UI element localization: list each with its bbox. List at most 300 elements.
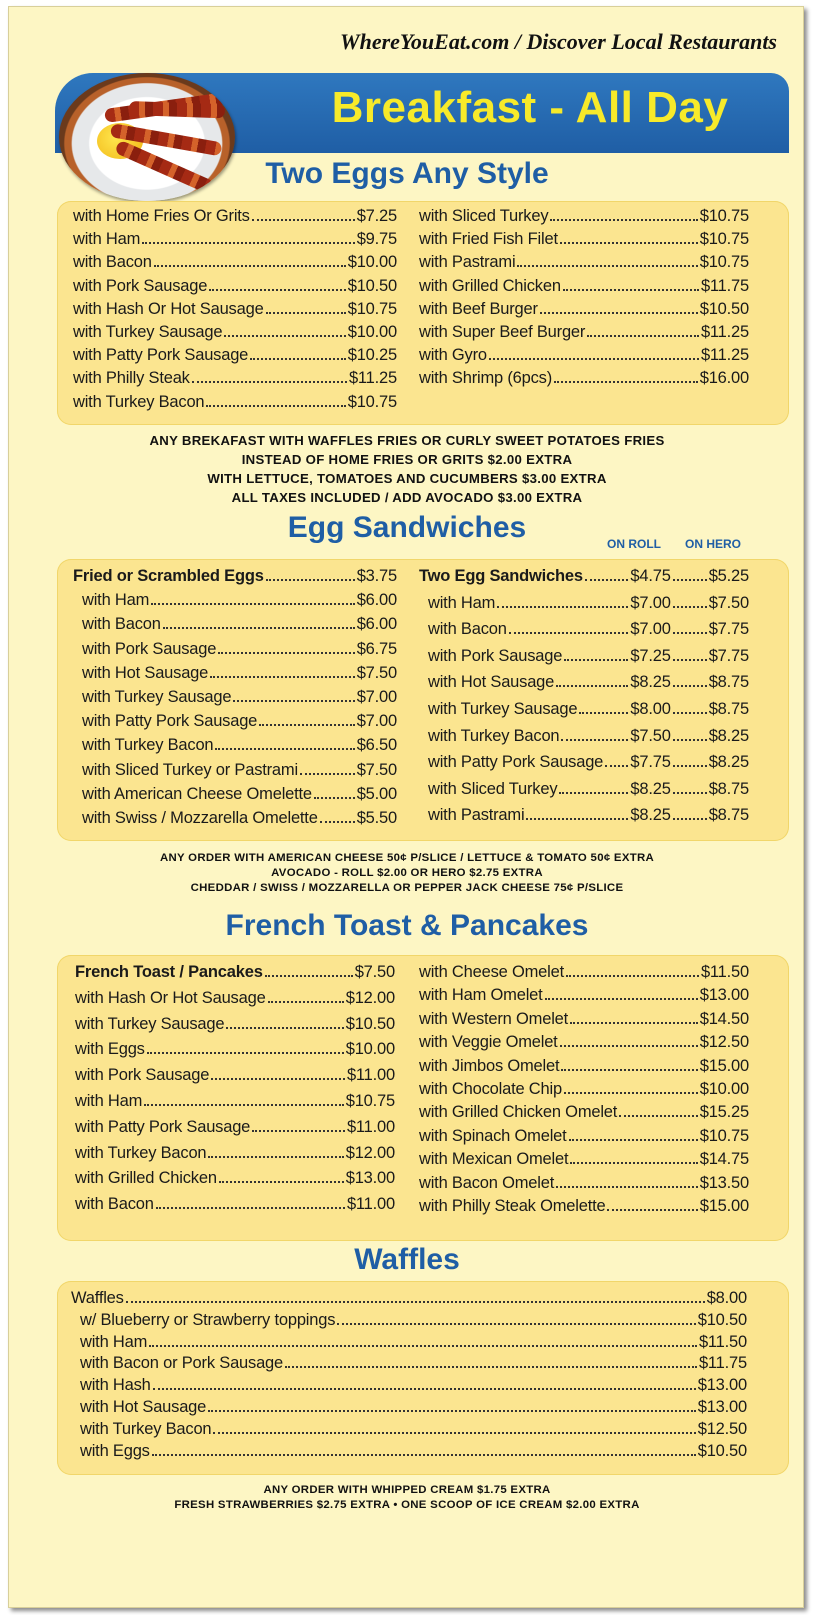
menu-item-price: $14.50 [699, 1009, 749, 1028]
menu-item-price-roll: $7.75 [630, 753, 671, 772]
dot-leader [252, 1130, 345, 1132]
dot-leader [673, 579, 707, 581]
section-title-waffles: Waffles [354, 1243, 460, 1276]
menu-item-price: $11.00 [346, 1117, 395, 1136]
menu-item-name: with Western Omelet [419, 1009, 569, 1028]
menu-item-row [73, 207, 397, 230]
menu-item-price: $11.00 [346, 1066, 395, 1085]
menu-item-row [73, 323, 397, 346]
dot-leader [210, 676, 355, 678]
menu-item-price: $6.00 [356, 615, 397, 634]
menu-item-name: with Veggie Omelet [419, 1033, 558, 1052]
dot-leader [673, 712, 707, 714]
menu-item-row [73, 567, 397, 591]
menu-item-row [73, 346, 397, 369]
dot-leader [563, 289, 699, 291]
menu-note-line: ALL TAXES INCLUDED / ADD AVOCADO $3.00 EXTRA [231, 490, 583, 505]
menu-item-name: with Turkey Sausage [73, 322, 223, 341]
menu-item-price-hero: $8.75 [708, 779, 749, 798]
dot-leader [559, 792, 628, 794]
menu-note-line: FRESH STRAWBERRIES $2.75 EXTRA • ONE SCOOP OF ICE CREAM $2.00 EXTRA [174, 1499, 640, 1511]
menu-item-name: with Bacon [75, 1195, 154, 1214]
menu-item-price: $9.75 [356, 230, 397, 249]
menu-item-name: with Hot Sausage [82, 663, 209, 682]
menu-item-row [75, 1066, 395, 1092]
dot-leader [265, 975, 353, 977]
menu-item-price-hero: $8.75 [708, 673, 749, 692]
menu-item-price: $10.50 [699, 299, 749, 318]
menu-item-price: $15.00 [699, 1196, 749, 1215]
menu-item-row [75, 963, 395, 989]
menu-item-row [73, 277, 397, 300]
menu-item-price: $10.00 [347, 253, 397, 272]
menu-item-name: with Hot Sausage [80, 1397, 207, 1416]
dot-leader [211, 1078, 345, 1080]
menu-item-row [419, 727, 749, 754]
menu-item-row [75, 1118, 395, 1144]
menu-item-name: with Patty Pork Sausage [82, 712, 258, 731]
menu-item-row [75, 1040, 395, 1066]
menu-item-row [73, 253, 397, 276]
dot-leader [560, 242, 698, 244]
dot-leader [218, 652, 355, 654]
menu-item-name: with Turkey Bacon [73, 392, 205, 411]
menu-item-price: $6.50 [356, 736, 397, 755]
banner-title: Breakfast - All Day [331, 83, 729, 132]
menu-item-row [75, 1092, 395, 1118]
menu-item-row [73, 736, 397, 760]
site-title: WhereYouEat.com / Discover Local Restaurants [340, 29, 777, 54]
dot-leader [673, 606, 707, 608]
menu-item-name: with Turkey Bacon [82, 736, 214, 755]
menu-item-name: with Pork Sausage [73, 276, 208, 295]
dot-leader [564, 659, 628, 661]
menu-item-price: $11.50 [700, 963, 749, 981]
menu-item-name: with Sliced Turkey [419, 207, 549, 225]
dot-leader [509, 632, 629, 634]
menu-item-row [419, 1080, 749, 1103]
menu-item-row [419, 1127, 749, 1150]
menu-item-row [73, 761, 397, 785]
menu-item-name: with Patty Pork Sausage [75, 1117, 251, 1136]
waffles-list [71, 1289, 747, 1463]
menu-item-row [419, 700, 749, 727]
dot-leader [147, 1052, 344, 1054]
menu-item-row [75, 1144, 395, 1170]
menu-note-line: WITH LETTUCE, TOMATOES AND CUCUMBERS $3.00 EXTRA [207, 471, 607, 486]
dot-leader [569, 1139, 698, 1141]
menu-item-row [419, 1033, 749, 1056]
menu-item-price-roll: $8.25 [630, 806, 671, 825]
menu-item-price: $12.50 [699, 1033, 749, 1052]
menu-item-name: with Ham Omelet [419, 986, 543, 1005]
menu-item-name: with Gyro [419, 346, 487, 365]
menu-item-name: with Sliced Turkey or Pastrami [82, 760, 298, 779]
menu-item-price: $5.50 [356, 808, 397, 827]
dot-leader [153, 1388, 696, 1390]
menu-item-name: Fried or Scrambled Eggs [73, 567, 264, 585]
dot-leader [142, 242, 355, 244]
dot-leader [526, 818, 628, 820]
menu-item-name: with Grilled Chicken [419, 276, 561, 295]
menu-item-row [73, 809, 397, 833]
menu-item-price-hero: $8.75 [708, 806, 749, 825]
menu-item-price-roll: $7.25 [630, 646, 671, 665]
menu-item-price: $12.00 [345, 1143, 395, 1162]
menu-item-row [419, 323, 749, 346]
menu-item-price: $10.75 [347, 299, 397, 318]
menu-item-price: $10.00 [345, 1040, 395, 1059]
menu-item-price-hero: $7.50 [708, 593, 749, 612]
menu-item-price: $7.00 [356, 687, 397, 706]
menu-item-name: with Cheese Omelet [419, 963, 564, 981]
menu-item-name: with Shrimp (6pcs) [419, 369, 553, 388]
menu-item-row [419, 753, 749, 780]
menu-note-line: AVOCADO - ROLL $2.00 OR HERO $2.75 EXTRA [271, 867, 543, 879]
menu-item-price: $11.75 [700, 276, 749, 295]
menu-item-name: with Pork Sausage [75, 1066, 210, 1085]
menu-item-name: with Swiss / Mozzarella Omelette [82, 808, 318, 827]
dot-leader [152, 1454, 696, 1456]
menu-item-name: with Fried Fish Filet [419, 230, 558, 249]
menu-item-row [419, 207, 749, 230]
menu-item-price: $16.00 [699, 369, 749, 388]
menu-item-row [419, 780, 749, 807]
menu-item-name: with Ham [428, 593, 496, 612]
dot-leader [154, 265, 346, 267]
section-title-two-eggs: Two Eggs Any Style [265, 157, 549, 190]
dot-leader [337, 1323, 695, 1325]
menu-item-name: with Eggs [80, 1441, 150, 1460]
menu-item-name: with Hot Sausage [428, 673, 555, 692]
menu-note-line: ANY ORDER WITH WHIPPED CREAM $1.75 EXTRA [263, 1484, 551, 1496]
menu-note-line: ANY BREKAFAST WITH WAFFLES FRIES OR CURLY SWEET POTATOES FRIES [149, 433, 665, 448]
menu-item-name: Waffles [71, 1289, 124, 1307]
menu-note-line: INSTEAD OF HOME FRIES OR GRITS $2.00 EXTRA [241, 452, 573, 467]
menu-item-name: with Turkey Bacon [428, 726, 560, 745]
menu-item-price: $10.75 [699, 230, 749, 249]
menu-item-price: $12.50 [697, 1419, 747, 1438]
menu-item-price: $11.75 [698, 1354, 747, 1373]
egg-sandwiches-right-column [419, 567, 749, 833]
egg-sandwiches-box [57, 559, 789, 841]
menu-item-name: with Turkey Bacon [80, 1419, 212, 1438]
menu-item-name: with Turkey Sausage [75, 1014, 225, 1033]
dot-leader [556, 685, 628, 687]
dot-leader [224, 335, 345, 337]
menu-item-name: with Pastrami [419, 253, 516, 272]
menu-item-name: with Bacon [82, 615, 161, 634]
menu-item-row [73, 615, 397, 639]
waffles-box [57, 1281, 789, 1475]
menu-item-name: with Super Beef Burger [419, 322, 586, 341]
dot-leader [259, 724, 355, 726]
menu-item-row [75, 1015, 395, 1041]
dot-leader [673, 792, 707, 794]
dot-leader [560, 1045, 698, 1047]
menu-item-row [75, 1195, 395, 1221]
menu-item-price: $10.25 [347, 346, 397, 365]
menu-item-price-roll: $7.00 [630, 593, 671, 612]
dot-leader [619, 1115, 698, 1117]
menu-item-name: with Ham [75, 1091, 143, 1110]
menu-item-row [73, 712, 397, 736]
menu-item-name: with Turkey Bacon [75, 1143, 207, 1162]
menu-item-row [419, 594, 749, 621]
dot-leader [673, 739, 707, 741]
menu-item-row [419, 673, 749, 700]
menu-item-name: with Grilled Chicken [75, 1169, 217, 1188]
two-eggs-box [57, 201, 789, 425]
menu-item-name: with Hash [80, 1376, 151, 1395]
menu-item-name: with Jimbos Omelet [419, 1056, 560, 1075]
menu-item-row [75, 989, 395, 1015]
on-hero-header: ON HERO [685, 537, 742, 551]
menu-item-price: $7.50 [354, 963, 395, 981]
menu-item-price: $10.50 [697, 1441, 747, 1460]
dot-leader [540, 312, 698, 314]
menu-item-name: with Bacon [428, 620, 507, 639]
menu-item-price: $10.00 [347, 322, 397, 341]
menu-item-row [419, 986, 749, 1009]
menu-item-row [73, 393, 397, 416]
dot-leader [219, 1181, 344, 1183]
menu-item-price: $3.75 [356, 567, 397, 585]
menu-item-row [419, 1174, 749, 1197]
menu-item-price: $12.00 [345, 988, 395, 1007]
dot-leader [206, 405, 345, 407]
menu-item-price-hero: $7.75 [708, 620, 749, 639]
dot-leader [561, 1069, 697, 1071]
menu-item-price: $15.00 [699, 1056, 749, 1075]
menu-item-price-hero: $5.25 [708, 567, 749, 585]
menu-item-name: with Ham [82, 591, 150, 610]
menu-item-name: with Philly Steak [73, 369, 190, 388]
menu-item-row [73, 688, 397, 712]
dot-leader [226, 1027, 343, 1029]
dot-leader [561, 739, 628, 741]
menu-item-row [419, 253, 749, 276]
menu-item-row [419, 620, 749, 647]
french-toast-box [57, 955, 789, 1241]
menu-item-price: $10.75 [347, 392, 397, 411]
dot-leader [233, 700, 354, 702]
dot-leader [250, 358, 346, 360]
menu-item-price-hero: $7.75 [708, 646, 749, 665]
menu-item-price: $10.75 [699, 207, 749, 225]
menu-item-price: $13.00 [697, 1376, 747, 1395]
egg-sandwiches-left-column [73, 567, 397, 833]
menu-item-price-roll: $4.75 [630, 567, 671, 585]
menu-item-name: with Pastrami [428, 806, 525, 825]
menu-item-row [419, 1197, 749, 1220]
dot-leader [320, 821, 355, 823]
menu-item-price: $7.00 [356, 712, 397, 731]
menu-item-price: $6.75 [356, 639, 397, 658]
menu-item-row [419, 963, 749, 986]
menu-item-row [71, 1442, 747, 1464]
menu-item-name: with Hash Or Hot Sausage [75, 988, 266, 1007]
french-toast-left-column [75, 963, 395, 1221]
dot-leader [314, 797, 355, 799]
section-title-egg-sandwiches: Egg Sandwiches [287, 511, 527, 544]
menu-item-price: $11.50 [698, 1332, 747, 1351]
dot-leader [570, 1162, 697, 1164]
menu-item-row [73, 369, 397, 392]
dot-leader [605, 765, 628, 767]
menu-item-price: $10.75 [699, 253, 749, 272]
dot-leader [215, 748, 354, 750]
dot-leader [554, 381, 698, 383]
dot-leader [570, 1022, 698, 1024]
dot-leader [149, 1345, 697, 1347]
menu-item-name: with Spinach Omelet [419, 1126, 567, 1145]
menu-item-row [73, 230, 397, 253]
on-roll-header: ON ROLL [607, 537, 661, 551]
menu-item-name: Two Egg Sandwiches [419, 567, 583, 585]
dot-leader [564, 1092, 698, 1094]
menu-item-name: with Turkey Sausage [428, 699, 578, 718]
menu-item-price: $10.50 [347, 276, 397, 295]
menu-item-price-hero: $8.25 [708, 753, 749, 772]
menu-item-row [75, 1169, 395, 1195]
dot-leader [268, 1001, 344, 1003]
menu-item-price: $5.00 [356, 784, 397, 803]
dot-leader [545, 998, 698, 1000]
two-eggs-right-column [419, 207, 749, 393]
dot-leader [497, 606, 628, 608]
menu-item-row [419, 300, 749, 323]
dot-leader [208, 1410, 696, 1412]
menu-item-row [71, 1311, 747, 1333]
dot-leader [151, 603, 355, 605]
menu-note-line: ANY ORDER WITH AMERICAN CHEESE 50¢ P/SLICE / LETTUCE & TOMATO 50¢ EXTRA [159, 852, 655, 864]
menu-item-row [73, 640, 397, 664]
menu-item-row [419, 369, 749, 392]
menu-item-price: $10.50 [345, 1014, 395, 1033]
menu-item-name: with Ham [73, 230, 141, 249]
menu-item-price: $11.25 [348, 369, 397, 388]
dot-leader [566, 975, 699, 977]
menu-item-row [419, 277, 749, 300]
menu-item-name: with Bacon [73, 253, 152, 272]
menu-item-name: with Sliced Turkey [428, 779, 558, 798]
menu-item-price: $14.75 [699, 1150, 749, 1169]
dot-leader [163, 627, 355, 629]
dot-leader [209, 289, 346, 291]
menu-item-name: with Pork Sausage [82, 639, 217, 658]
menu-item-price: $10.00 [699, 1079, 749, 1098]
dot-leader [300, 773, 355, 775]
menu-item-row [419, 1103, 749, 1126]
dot-leader [587, 335, 699, 337]
menu-item-name: with Grilled Chicken Omelet [419, 1103, 618, 1122]
menu-item-name: with Home Fries Or Grits [73, 207, 250, 225]
menu-item-row [73, 785, 397, 809]
dot-leader [673, 685, 707, 687]
menu-item-row [71, 1420, 747, 1442]
dot-leader [517, 265, 697, 267]
dot-leader [156, 1207, 345, 1209]
dot-leader [673, 659, 707, 661]
dot-leader [285, 1366, 697, 1368]
menu-item-name: w/ Blueberry or Strawberry toppings [80, 1310, 336, 1329]
menu-item-price-hero: $8.25 [708, 726, 749, 745]
dot-leader [266, 312, 346, 314]
menu-item-price-roll: $8.25 [630, 779, 671, 798]
menu-item-name: with Chocolate Chip [419, 1079, 562, 1098]
dot-leader [673, 632, 707, 634]
dot-leader [489, 358, 699, 360]
menu-item-price-roll: $7.00 [630, 620, 671, 639]
menu-item-price: $13.00 [345, 1169, 395, 1188]
dot-leader [585, 579, 629, 581]
menu-item-row [71, 1354, 747, 1376]
dot-leader [673, 818, 707, 820]
menu-item-price: $10.50 [697, 1310, 747, 1329]
menu-item-price-roll: $8.00 [630, 699, 671, 718]
dot-leader [126, 1301, 705, 1303]
menu-item-name: with Bacon or Pork Sausage [80, 1354, 283, 1373]
menu-item-row [73, 300, 397, 323]
dot-leader [550, 219, 697, 221]
menu-item-name: French Toast / Pancakes [75, 963, 263, 981]
dot-leader [673, 765, 707, 767]
menu-item-row [419, 647, 749, 674]
menu-page [8, 6, 804, 1608]
menu-item-price: $7.50 [356, 663, 397, 682]
dot-leader [144, 1104, 344, 1106]
menu-item-name: with American Cheese Omelette [82, 784, 312, 803]
menu-item-name: with Bacon Omelet [419, 1173, 555, 1192]
menu-item-price: $13.00 [697, 1397, 747, 1416]
two-eggs-left-column [73, 207, 397, 416]
menu-item-row [419, 1150, 749, 1173]
menu-item-row [419, 346, 749, 369]
menu-item-name: with Turkey Sausage [82, 687, 232, 706]
dot-leader [607, 1209, 697, 1211]
menu-item-name: with Patty Pork Sausage [428, 753, 604, 772]
menu-item-price-hero: $8.75 [708, 699, 749, 718]
menu-item-name: with Beef Burger [419, 299, 538, 318]
menu-item-price: $13.50 [699, 1173, 749, 1192]
menu-item-row [419, 1010, 749, 1033]
menu-item-price: $10.75 [699, 1126, 749, 1145]
menu-item-price-roll: $8.25 [630, 673, 671, 692]
menu-item-name: with Patty Pork Sausage [73, 346, 249, 365]
menu-item-name: with Pork Sausage [428, 646, 563, 665]
menu-item-row [419, 567, 749, 594]
menu-item-row [71, 1398, 747, 1420]
menu-item-price: $10.75 [345, 1091, 395, 1110]
menu-item-name: with Eggs [75, 1040, 145, 1059]
menu-item-row [419, 806, 749, 833]
menu-item-price-roll: $7.50 [630, 726, 671, 745]
section-title-french-toast: French Toast & Pancakes [225, 909, 589, 942]
menu-item-price: $8.00 [706, 1289, 747, 1307]
dot-leader [208, 1156, 343, 1158]
menu-item-name: with Hash Or Hot Sausage [73, 299, 264, 318]
french-toast-right-column [419, 963, 749, 1220]
menu-item-row [71, 1376, 747, 1398]
dot-leader [556, 1186, 698, 1188]
dot-leader [192, 381, 347, 383]
menu-item-price: $6.00 [356, 591, 397, 610]
menu-item-name: with Mexican Omelet [419, 1150, 569, 1169]
dot-leader [213, 1432, 695, 1434]
menu-item-price: $7.25 [356, 207, 397, 225]
menu-item-name: with Ham [80, 1332, 148, 1351]
